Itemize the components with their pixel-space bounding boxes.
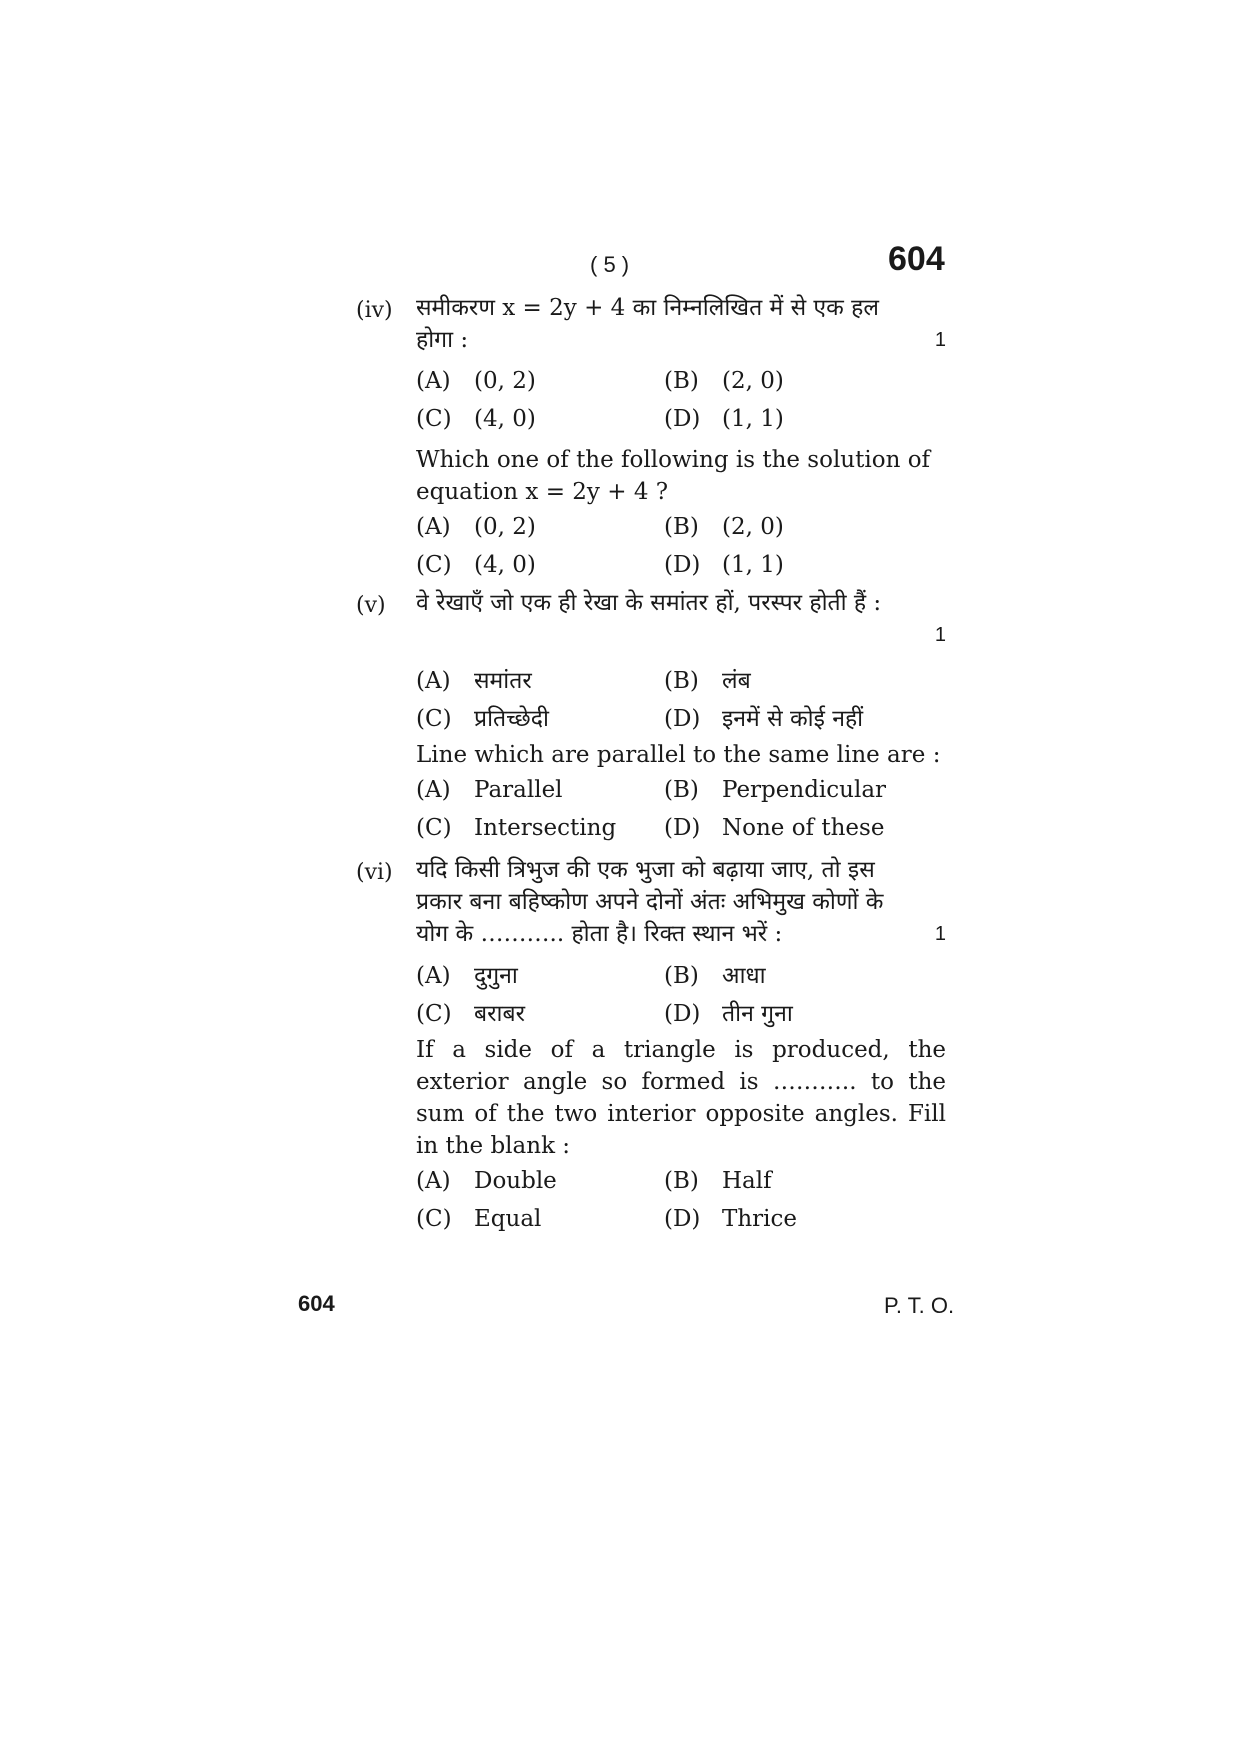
page-number: ( 5 ) bbox=[590, 252, 630, 277]
option-c: (C) Equal bbox=[416, 1206, 542, 1232]
option-a: (A) समांतर bbox=[416, 668, 532, 694]
hindi-text-line: योग के ……….. होता है। रिक्त स्थान भरें : 1 bbox=[416, 918, 946, 950]
paper-code-top: 604 bbox=[888, 240, 945, 278]
option-d: (D) तीन गुना bbox=[664, 1001, 793, 1027]
hindi-text-line: वे रेखाएँ जो एक ही रेखा के समांतर हों, परस्पर होती हैं : bbox=[416, 590, 882, 616]
option-row bbox=[416, 1168, 946, 1206]
english-text-line: equation x = 2y + 4 ? bbox=[416, 479, 669, 505]
option-row bbox=[416, 996, 946, 1034]
hindi-text-line: होगा : 1 bbox=[416, 324, 946, 356]
option-c: (C) (4, 0) bbox=[416, 406, 536, 432]
option-c: (C) (4, 0) bbox=[416, 552, 536, 578]
option-d: (D) (1, 1) bbox=[664, 406, 784, 432]
option-row bbox=[416, 368, 946, 406]
option-row bbox=[416, 958, 946, 996]
marks: 1 bbox=[934, 923, 946, 945]
marks: 1 bbox=[934, 624, 946, 646]
english-text-line: If a side of a triangle is produced, the bbox=[416, 1037, 946, 1063]
option-b: (B) (2, 0) bbox=[664, 514, 784, 540]
english-text-line: exterior angle so formed is ……….. to the bbox=[416, 1069, 946, 1095]
option-d: (D) इनमें से कोई नहीं bbox=[664, 706, 864, 732]
hindi-text-line: प्रकार बना बहिष्कोण अपने दोनों अंतः अभिमुख कोणों के bbox=[416, 889, 884, 915]
option-b: (B) Perpendicular bbox=[664, 777, 887, 803]
hindi-text-line: यदि किसी त्रिभुज की एक भुजा को बढ़ाया जाए, तो इस bbox=[416, 857, 875, 883]
option-b: (B) (2, 0) bbox=[664, 368, 784, 394]
option-row bbox=[416, 777, 946, 815]
option-row bbox=[416, 663, 946, 701]
option-a: (A) Double bbox=[416, 1168, 557, 1194]
option-c: (C) प्रतिच्छेदी bbox=[416, 706, 549, 732]
option-row bbox=[416, 701, 946, 739]
option-a: (A) Parallel bbox=[416, 777, 563, 803]
option-row bbox=[416, 514, 946, 552]
option-a: (A) (0, 2) bbox=[416, 368, 536, 394]
option-c: (C) Intersecting bbox=[416, 815, 617, 841]
option-b: (B) लंब bbox=[664, 668, 751, 694]
english-text-line: in the blank : bbox=[416, 1133, 571, 1159]
question-number: (iv) bbox=[356, 298, 393, 323]
question-number: (vi) bbox=[356, 860, 393, 885]
paper-code-bottom: 604 bbox=[298, 1291, 335, 1316]
pto-label: P. T. O. bbox=[884, 1293, 955, 1318]
option-a: (A) (0, 2) bbox=[416, 514, 536, 540]
english-text-line: Line which are parallel to the same line are : bbox=[416, 742, 941, 768]
option-a: (A) दुगुना bbox=[416, 963, 518, 989]
option-row bbox=[416, 406, 946, 444]
marks: 1 bbox=[934, 329, 946, 351]
hindi-text-line: समीकरण x = 2y + 4 का निम्नलिखित में से एक हल bbox=[416, 295, 879, 321]
question-number: (v) bbox=[356, 593, 386, 618]
option-row bbox=[416, 815, 946, 853]
option-row bbox=[416, 552, 946, 590]
option-d: (D) (1, 1) bbox=[664, 552, 784, 578]
option-b: (B) Half bbox=[664, 1168, 772, 1194]
option-row bbox=[416, 1206, 946, 1244]
option-b: (B) आधा bbox=[664, 963, 766, 989]
english-text-line: sum of the two interior opposite angles. Fill bbox=[416, 1101, 946, 1127]
option-d: (D) None of these bbox=[664, 815, 885, 841]
english-text-line: Which one of the following is the solution of bbox=[416, 447, 931, 473]
option-c: (C) बराबर bbox=[416, 1001, 526, 1027]
option-d: (D) Thrice bbox=[664, 1206, 797, 1232]
